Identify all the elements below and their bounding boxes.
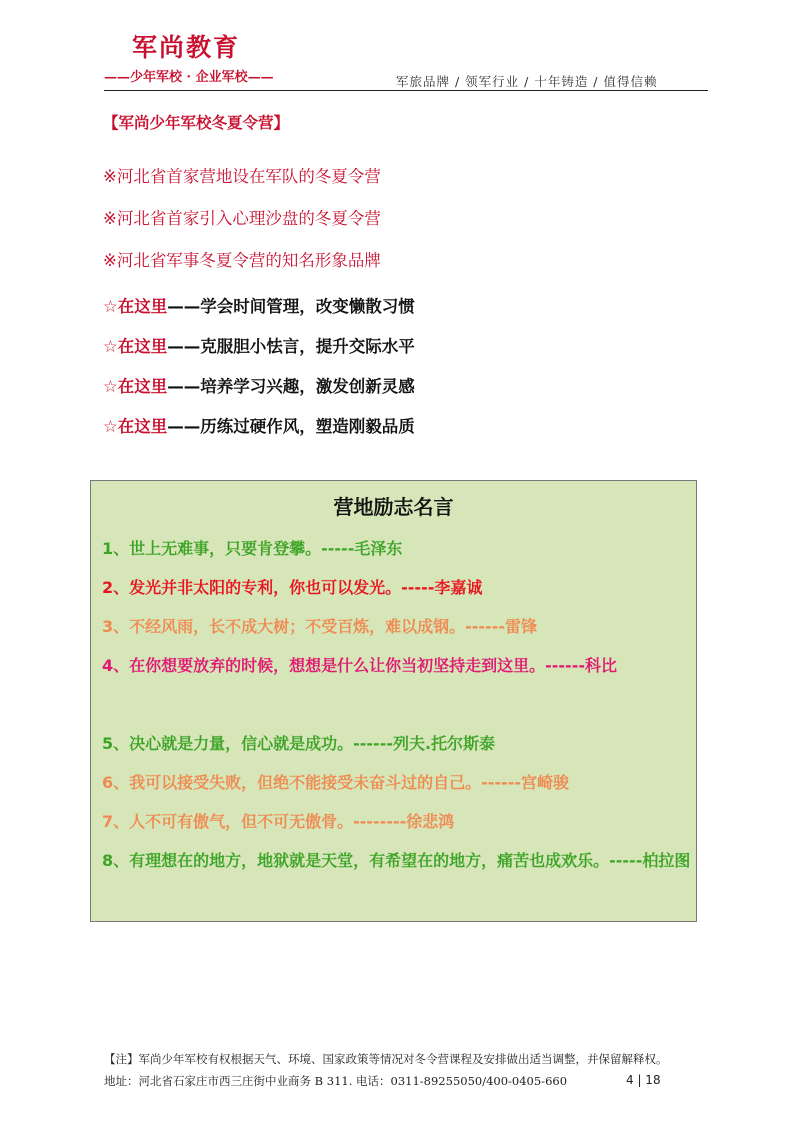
highlight-lead: 在这里	[117, 377, 168, 396]
footer-address: 地址：河北省石家庄市西三庄街中业商务 B 311. 电话：0311-89255050/400-0405-660	[104, 1074, 568, 1088]
highlight-dash: ——	[167, 417, 201, 436]
header-slogan: 军旅品牌 / 领军行业 / 十年铸造 / 值得信赖	[396, 74, 658, 89]
highlight-text: 历练过硬作风，塑造刚毅品质	[200, 417, 415, 436]
star-icon: ☆	[103, 337, 118, 356]
highlight-item	[103, 373, 415, 397]
footer-note: 【注】军尚少年军校有权根据天气、环境、国家政策等情况对冬令营课程及安排做出适当调整，并保留解释权。	[104, 1052, 668, 1066]
page-number: 4 | 18	[626, 1073, 661, 1087]
highlight-dash: ——	[167, 377, 201, 396]
quote-item: 6、我可以接受失败，但绝不能接受未奋斗过的自己。------宫崎骏	[102, 773, 569, 792]
quotes-box-title: 营地励志名言	[333, 495, 454, 519]
quote-item: 1、世上无难事，只要肯登攀。-----毛泽东	[102, 539, 403, 558]
highlight-item	[103, 293, 415, 317]
quote-item: 5、决心就是力量，信心就是成功。------列夫.托尔斯泰	[102, 734, 496, 753]
quote-item: 3、不经风雨，长不成大树；不受百炼，难以成钢。------雷锋	[102, 617, 537, 636]
highlight-dash: ——	[167, 297, 201, 316]
quote-item: 4、在你想要放弃的时候，想想是什么让你当初坚持走到这里。------科比	[102, 656, 617, 675]
highlight-text: 克服胆小怯言，提升交际水平	[200, 337, 415, 356]
highlight-dash: ——	[167, 337, 201, 356]
section-title: 【军尚少年军校冬夏令营】	[103, 114, 290, 132]
highlight-lead: 在这里	[117, 417, 168, 436]
star-icon: ☆	[103, 377, 118, 396]
feature-item: ※河北省军事冬夏令营的知名形象品牌	[103, 251, 381, 270]
quote-item: 7、人不可有傲气，但不可无傲骨。--------徐悲鸿	[102, 812, 455, 831]
brand-logo-title: 军尚教育	[132, 33, 241, 62]
brand-logo-subtitle: ——少年军校 · 企业军校——	[104, 70, 274, 85]
highlight-lead: 在这里	[117, 297, 168, 316]
highlight-item	[103, 413, 415, 437]
star-icon: ☆	[103, 417, 118, 436]
highlight-item	[103, 333, 415, 357]
highlight-text: 学会时间管理，改变懒散习惯	[200, 297, 415, 316]
header-divider	[104, 90, 708, 91]
quote-item: 2、发光并非太阳的专利，你也可以发光。-----李嘉诚	[102, 578, 483, 597]
quotes-box	[90, 480, 697, 922]
star-icon: ☆	[103, 297, 118, 316]
highlight-text: 培养学习兴趣，激发创新灵感	[200, 377, 415, 396]
highlight-lead: 在这里	[117, 337, 168, 356]
feature-item: ※河北省首家引入心理沙盘的冬夏令营	[103, 209, 381, 228]
feature-item: ※河北省首家营地设在军队的冬夏令营	[103, 167, 381, 186]
quote-item: 8、有理想在的地方，地狱就是天堂，有希望在的地方，痛苦也成欢乐。-----柏拉图	[102, 851, 691, 870]
